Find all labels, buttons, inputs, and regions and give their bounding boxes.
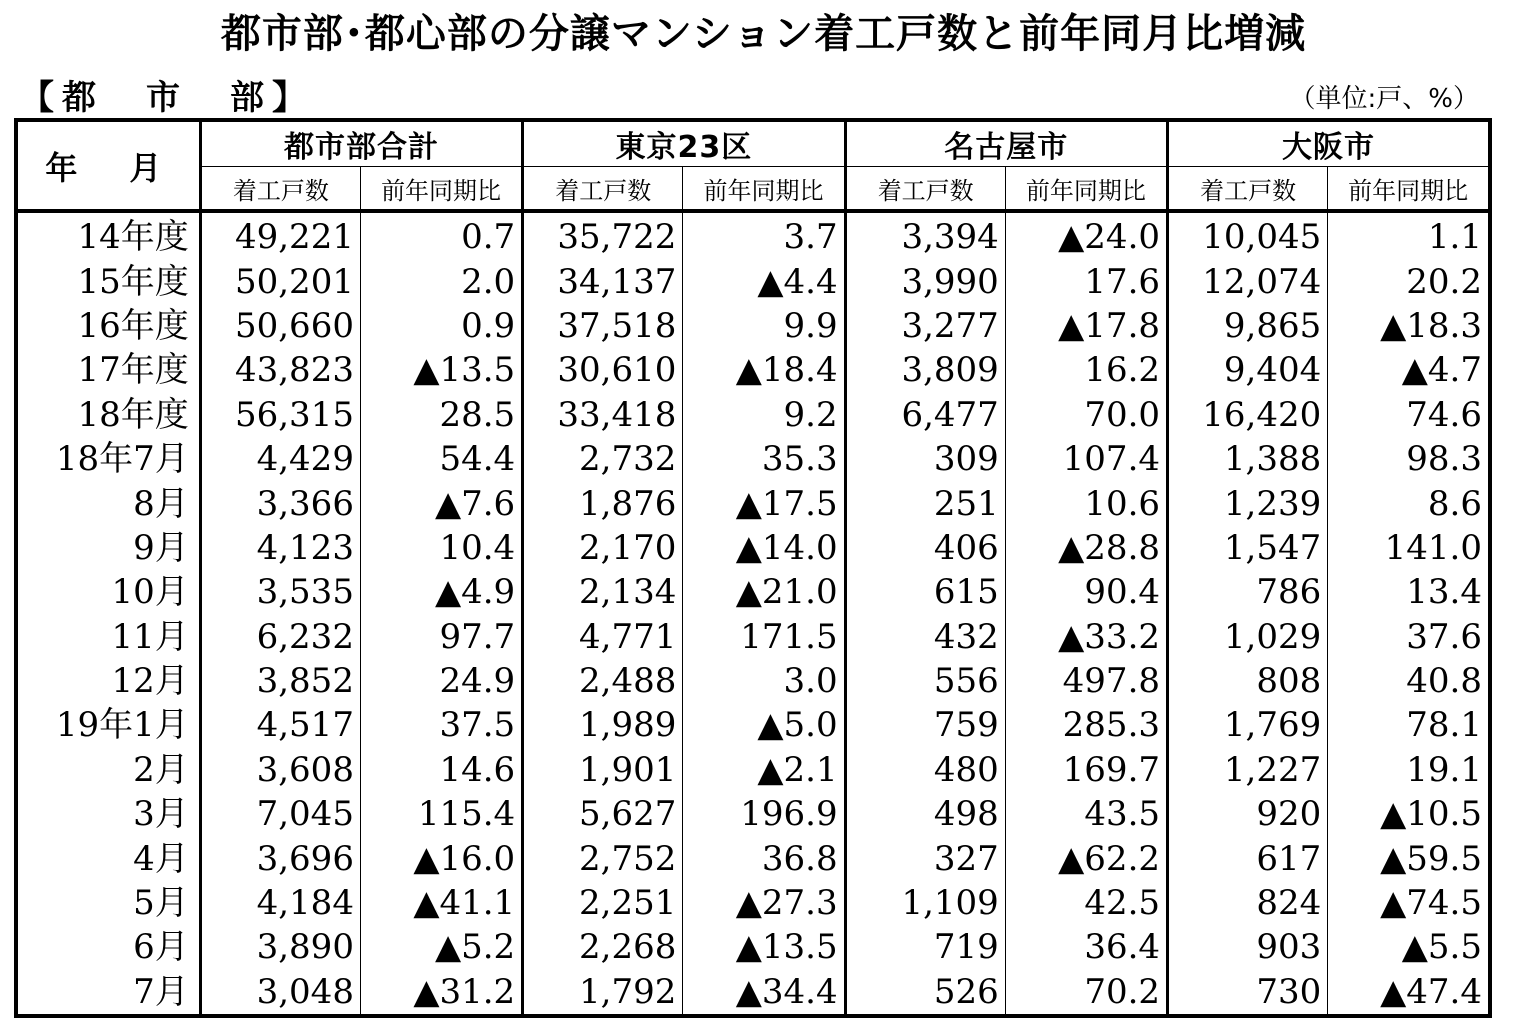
cell-ratio: 70.2 [1005,970,1167,1016]
row-label: 7月 [16,970,200,1016]
cell-units: 2,268 [523,925,683,969]
cell-ratio: ▲18.4 [683,348,845,392]
cell-units: 3,852 [200,659,360,703]
cell-units: 10,045 [1168,211,1328,259]
cell-units: 56,315 [200,393,360,437]
cell-ratio: 8.6 [1328,481,1490,525]
table-row [16,659,1490,703]
cell-ratio: ▲14.0 [683,526,845,570]
cell-ratio: ▲7.6 [360,481,522,525]
cell-units: 2,134 [523,570,683,614]
cell-units: 50,201 [200,259,360,303]
data-table [14,118,1492,1018]
cell-units: 50,660 [200,304,360,348]
cell-units: 3,394 [845,211,1005,259]
subheader-ratio: 前年同期比 [1005,167,1167,212]
subheader-units: 着工戸数 [523,167,683,212]
cell-units: 786 [1168,570,1328,614]
cell-ratio: ▲59.5 [1328,836,1490,880]
cell-ratio: 107.4 [1005,437,1167,481]
cell-ratio: 74.6 [1328,393,1490,437]
cell-units: 432 [845,615,1005,659]
cell-ratio: 35.3 [683,437,845,481]
cell-ratio: 171.5 [683,615,845,659]
cell-units: 3,809 [845,348,1005,392]
cell-ratio: ▲4.9 [360,570,522,614]
cell-units: 4,123 [200,526,360,570]
cell-ratio: 54.4 [360,437,522,481]
table-row [16,348,1490,392]
cell-ratio: 42.5 [1005,881,1167,925]
table-row [16,881,1490,925]
header-row-subcolumns [16,167,1490,212]
cell-ratio: 17.6 [1005,259,1167,303]
cell-ratio: 40.8 [1328,659,1490,703]
cell-ratio: 90.4 [1005,570,1167,614]
cell-ratio: ▲17.8 [1005,304,1167,348]
cell-units: 1,109 [845,881,1005,925]
row-label: 9月 [16,526,200,570]
cell-units: 35,722 [523,211,683,259]
cell-units: 920 [1168,792,1328,836]
cell-units: 7,045 [200,792,360,836]
cell-ratio: ▲27.3 [683,881,845,925]
cell-ratio: 36.4 [1005,925,1167,969]
cell-units: 3,990 [845,259,1005,303]
cell-ratio: 10.6 [1005,481,1167,525]
table-row [16,970,1490,1016]
subheader-units: 着工戸数 [200,167,360,212]
subheader-ratio: 前年同期比 [683,167,845,212]
cell-units: 43,823 [200,348,360,392]
row-label: 2月 [16,748,200,792]
cell-ratio: 1.1 [1328,211,1490,259]
row-label: 11月 [16,615,200,659]
city-header-osaka: 大阪市 [1168,120,1490,167]
cell-units: 1,792 [523,970,683,1016]
row-label: 19年1月 [16,703,200,747]
cell-ratio: 78.1 [1328,703,1490,747]
table-row [16,259,1490,303]
cell-units: 6,477 [845,393,1005,437]
row-label: 14年度 [16,211,200,259]
cell-units: 6,232 [200,615,360,659]
cell-units: 251 [845,481,1005,525]
cell-ratio: 98.3 [1328,437,1490,481]
cell-ratio: 36.8 [683,836,845,880]
cell-units: 30,610 [523,348,683,392]
table-row [16,437,1490,481]
cell-units: 498 [845,792,1005,836]
cell-ratio: ▲5.2 [360,925,522,969]
cell-units: 2,732 [523,437,683,481]
cell-units: 4,517 [200,703,360,747]
city-header-nagoya: 名古屋市 [845,120,1167,167]
cell-units: 3,608 [200,748,360,792]
cell-ratio: ▲13.5 [360,348,522,392]
row-label: 15年度 [16,259,200,303]
cell-units: 1,029 [1168,615,1328,659]
table-row [16,925,1490,969]
row-label: 18年7月 [16,437,200,481]
cell-ratio: 285.3 [1005,703,1167,747]
cell-ratio: 37.5 [360,703,522,747]
cell-units: 9,865 [1168,304,1328,348]
cell-ratio: 37.6 [1328,615,1490,659]
unit-label: （単位:戸、%） [1289,84,1479,114]
cell-ratio: ▲24.0 [1005,211,1167,259]
cell-ratio: 13.4 [1328,570,1490,614]
table-row [16,393,1490,437]
cell-units: 4,429 [200,437,360,481]
cell-units: 406 [845,526,1005,570]
city-header-total: 都市部合計 [200,120,522,167]
table-row [16,570,1490,614]
cell-ratio: 0.7 [360,211,522,259]
row-label: 4月 [16,836,200,880]
cell-units: 4,771 [523,615,683,659]
table-row [16,211,1490,259]
city-header-tokyo: 東京23区 [523,120,845,167]
cell-units: 3,048 [200,970,360,1016]
row-label: 18年度 [16,393,200,437]
cell-units: 1,227 [1168,748,1328,792]
cell-ratio: 14.6 [360,748,522,792]
cell-ratio: 115.4 [360,792,522,836]
cell-units: 480 [845,748,1005,792]
cell-ratio: 70.0 [1005,393,1167,437]
cell-ratio: ▲34.4 [683,970,845,1016]
cell-units: 808 [1168,659,1328,703]
cell-units: 1,547 [1168,526,1328,570]
section-label: 【都 市 部】 [20,78,314,118]
cell-ratio: 20.2 [1328,259,1490,303]
cell-units: 2,488 [523,659,683,703]
cell-ratio: 2.0 [360,259,522,303]
row-label: 5月 [16,881,200,925]
cell-units: 1,239 [1168,481,1328,525]
cell-ratio: 97.7 [360,615,522,659]
table-row [16,792,1490,836]
cell-ratio: 169.7 [1005,748,1167,792]
subheader-units: 着工戸数 [1168,167,1328,212]
cell-units: 1,901 [523,748,683,792]
row-label: 6月 [16,925,200,969]
cell-units: 2,170 [523,526,683,570]
table-body [16,211,1490,1016]
table-row [16,836,1490,880]
cell-units: 1,769 [1168,703,1328,747]
cell-units: 556 [845,659,1005,703]
cell-units: 824 [1168,881,1328,925]
table-row [16,615,1490,659]
cell-units: 37,518 [523,304,683,348]
row-label: 3月 [16,792,200,836]
cell-ratio: ▲18.3 [1328,304,1490,348]
table-row [16,703,1490,747]
cell-units: 5,627 [523,792,683,836]
cell-ratio: ▲17.5 [683,481,845,525]
cell-units: 2,752 [523,836,683,880]
cell-ratio: 0.9 [360,304,522,348]
cell-units: 33,418 [523,393,683,437]
subheader-units: 着工戸数 [845,167,1005,212]
cell-ratio: 141.0 [1328,526,1490,570]
table-row [16,526,1490,570]
cell-ratio: 19.1 [1328,748,1490,792]
cell-units: 309 [845,437,1005,481]
cell-ratio: ▲4.7 [1328,348,1490,392]
subheader-ratio: 前年同期比 [1328,167,1490,212]
cell-ratio: ▲10.5 [1328,792,1490,836]
cell-ratio: 3.7 [683,211,845,259]
cell-ratio: ▲28.8 [1005,526,1167,570]
cell-ratio: ▲5.0 [683,703,845,747]
cell-ratio: 24.9 [360,659,522,703]
page-title: 都市部･都心部の分譲マンション着工戸数と前年同月比増減 [220,11,1307,57]
cell-ratio: ▲2.1 [683,748,845,792]
cell-ratio: 9.2 [683,393,845,437]
cell-units: 759 [845,703,1005,747]
row-label: 12月 [16,659,200,703]
cell-ratio: ▲31.2 [360,970,522,1016]
cell-units: 730 [1168,970,1328,1016]
cell-ratio: ▲41.1 [360,881,522,925]
cell-units: 3,890 [200,925,360,969]
header-row-cities [16,120,1490,167]
cell-units: 3,366 [200,481,360,525]
cell-units: 2,251 [523,881,683,925]
cell-ratio: 9.9 [683,304,845,348]
cell-units: 12,074 [1168,259,1328,303]
cell-units: 719 [845,925,1005,969]
cell-units: 9,404 [1168,348,1328,392]
cell-ratio: ▲74.5 [1328,881,1490,925]
cell-units: 1,989 [523,703,683,747]
cell-ratio: ▲62.2 [1005,836,1167,880]
cell-ratio: 16.2 [1005,348,1167,392]
cell-ratio: 28.5 [360,393,522,437]
cell-ratio: ▲47.4 [1328,970,1490,1016]
cell-ratio: ▲5.5 [1328,925,1490,969]
cell-units: 903 [1168,925,1328,969]
cell-ratio: ▲13.5 [683,925,845,969]
cell-units: 4,184 [200,881,360,925]
cell-ratio: 497.8 [1005,659,1167,703]
subheader-ratio: 前年同期比 [360,167,522,212]
row-label: 16年度 [16,304,200,348]
cell-ratio: 10.4 [360,526,522,570]
cell-units: 16,420 [1168,393,1328,437]
row-label: 17年度 [16,348,200,392]
cell-units: 1,876 [523,481,683,525]
cell-ratio: ▲4.4 [683,259,845,303]
table-row [16,304,1490,348]
year-month-header: 年 月 [16,120,200,211]
cell-ratio: 3.0 [683,659,845,703]
cell-ratio: ▲33.2 [1005,615,1167,659]
cell-units: 49,221 [200,211,360,259]
cell-units: 327 [845,836,1005,880]
cell-units: 3,535 [200,570,360,614]
cell-ratio: 196.9 [683,792,845,836]
cell-ratio: ▲21.0 [683,570,845,614]
cell-units: 617 [1168,836,1328,880]
cell-ratio: 43.5 [1005,792,1167,836]
cell-ratio: ▲16.0 [360,836,522,880]
cell-units: 3,277 [845,304,1005,348]
cell-units: 1,388 [1168,437,1328,481]
table-row [16,748,1490,792]
cell-units: 3,696 [200,836,360,880]
cell-units: 34,137 [523,259,683,303]
cell-units: 526 [845,970,1005,1016]
row-label: 8月 [16,481,200,525]
row-label: 10月 [16,570,200,614]
table-row [16,481,1490,525]
cell-units: 615 [845,570,1005,614]
